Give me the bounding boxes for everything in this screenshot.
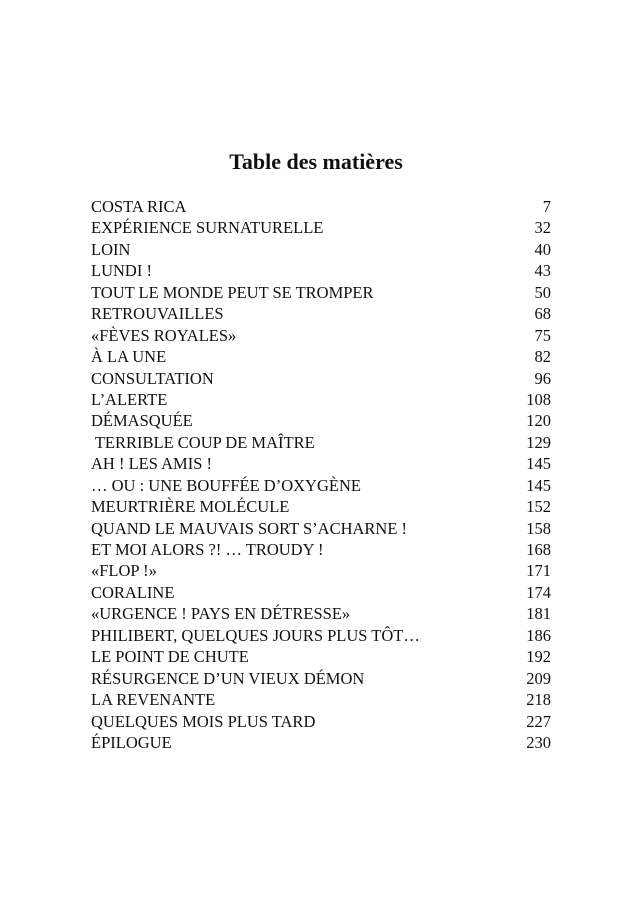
toc-entry-page-number: 50 bbox=[534, 282, 551, 302]
toc-entry-title: LE POINT DE CHUTE bbox=[91, 647, 249, 667]
toc-entry bbox=[91, 260, 551, 281]
toc-entry bbox=[91, 496, 551, 517]
toc-entry-title: PHILIBERT, QUELQUES JOURS PLUS TÔT… bbox=[91, 625, 420, 645]
toc-entry-title: RÉSURGENCE D’UN VIEUX DÉMON bbox=[91, 668, 365, 688]
toc-entry-title: TERRIBLE COUP DE MAÎTRE bbox=[91, 432, 315, 452]
toc-entry-page-number: 152 bbox=[526, 497, 551, 517]
toc-entry-title: CORALINE bbox=[91, 582, 175, 602]
toc-entry bbox=[91, 410, 551, 431]
toc-entry bbox=[91, 539, 551, 560]
toc-entry-title: MEURTRIÈRE MOLÉCULE bbox=[91, 497, 290, 517]
toc-entry bbox=[91, 732, 551, 753]
toc-entry-title: L’ALERTE bbox=[91, 389, 168, 409]
toc-entry-page-number: 82 bbox=[534, 347, 551, 367]
toc-entry-page-number: 7 bbox=[542, 197, 551, 216]
toc-entry-title: COSTA RICA bbox=[91, 197, 187, 216]
toc-entry-title: AH ! LES AMIS ! bbox=[91, 454, 213, 474]
toc-entry bbox=[91, 646, 551, 667]
toc-entry bbox=[91, 689, 551, 710]
toc-entry bbox=[91, 711, 551, 732]
toc-entry-page-number: 158 bbox=[526, 518, 551, 538]
toc-entry-title: RETROUVAILLES bbox=[91, 304, 224, 324]
toc-entry-title: QUELQUES MOIS PLUS TARD bbox=[91, 711, 316, 731]
toc-entry-page-number: 108 bbox=[526, 389, 551, 409]
toc-entry-page-number: 186 bbox=[526, 625, 551, 645]
toc-entry bbox=[91, 453, 551, 474]
toc-heading: Table des matières bbox=[229, 149, 403, 174]
toc-entry bbox=[91, 196, 551, 217]
toc-entry-page-number: 168 bbox=[526, 540, 551, 559]
toc-entry-page-number: 218 bbox=[526, 690, 551, 710]
toc-entry bbox=[91, 475, 551, 496]
toc-entry-title: QUAND LE MAUVAIS SORT S’ACHARNE ! bbox=[91, 518, 408, 538]
toc-entry-page-number: 32 bbox=[534, 218, 551, 238]
toc-entry-page-number: 120 bbox=[526, 411, 551, 431]
toc-entry bbox=[91, 346, 551, 367]
toc-entry-title: DÉMASQUÉE bbox=[91, 411, 193, 431]
toc-entry bbox=[91, 432, 551, 453]
toc-entry-page-number: 129 bbox=[526, 432, 551, 452]
toc-entry-title: «FÈVES ROYALES» bbox=[91, 325, 237, 345]
toc-entry-title: LUNDI ! bbox=[91, 261, 152, 281]
toc-entry-page-number: 43 bbox=[534, 261, 551, 281]
toc-entry-title: LA REVENANTE bbox=[91, 690, 216, 710]
toc-entry bbox=[91, 217, 551, 238]
toc-entry-title: LOIN bbox=[91, 239, 131, 259]
toc-entry bbox=[91, 325, 551, 346]
toc-entry bbox=[91, 282, 551, 303]
toc-entry-title: ÉPILOGUE bbox=[91, 732, 172, 752]
toc-entry-title: TOUT LE MONDE PEUT SE TROMPER bbox=[91, 282, 374, 302]
toc-entry-page-number: 192 bbox=[526, 647, 551, 667]
toc-entry-page-number: 68 bbox=[534, 304, 551, 324]
toc-entry-page-number: 96 bbox=[534, 368, 551, 388]
toc-entry-title: EXPÉRIENCE SURNATURELLE bbox=[91, 218, 324, 238]
toc-entry bbox=[91, 518, 551, 539]
toc-entry-title: … OU : UNE BOUFFÉE D’OXYGÈNE bbox=[91, 475, 361, 495]
toc-entry-page-number: 174 bbox=[526, 582, 551, 602]
toc-entry-page-number: 209 bbox=[526, 668, 551, 688]
toc-entry bbox=[91, 582, 551, 603]
toc-entry bbox=[91, 239, 551, 260]
toc-entry bbox=[91, 603, 551, 624]
toc-entry bbox=[91, 303, 551, 324]
toc-entry-page-number: 171 bbox=[526, 561, 551, 581]
toc-entry-title: ET MOI ALORS ?! … TROUDY ! bbox=[91, 540, 324, 559]
toc-entry-page-number: 145 bbox=[526, 475, 551, 495]
toc-entry-page-number: 40 bbox=[534, 239, 551, 259]
toc-entry-page-number: 227 bbox=[526, 711, 551, 731]
toc-entry bbox=[91, 625, 551, 646]
toc-entry-page-number: 181 bbox=[526, 604, 551, 624]
toc-entry bbox=[91, 389, 551, 410]
toc-entry-page-number: 145 bbox=[526, 454, 551, 474]
toc-entry bbox=[91, 668, 551, 689]
toc-entry-title: À LA UNE bbox=[91, 347, 167, 367]
toc-entry-title: «FLOP !» bbox=[91, 561, 157, 581]
toc-entry-page-number: 75 bbox=[534, 325, 551, 345]
toc-entry bbox=[91, 560, 551, 581]
toc-entry-page-number: 230 bbox=[526, 732, 551, 752]
toc-list bbox=[91, 196, 551, 753]
toc-entry bbox=[91, 368, 551, 389]
toc-entry-title: «URGENCE ! PAYS EN DÉTRESSE» bbox=[91, 604, 351, 624]
toc-entry-title: CONSULTATION bbox=[91, 368, 214, 388]
